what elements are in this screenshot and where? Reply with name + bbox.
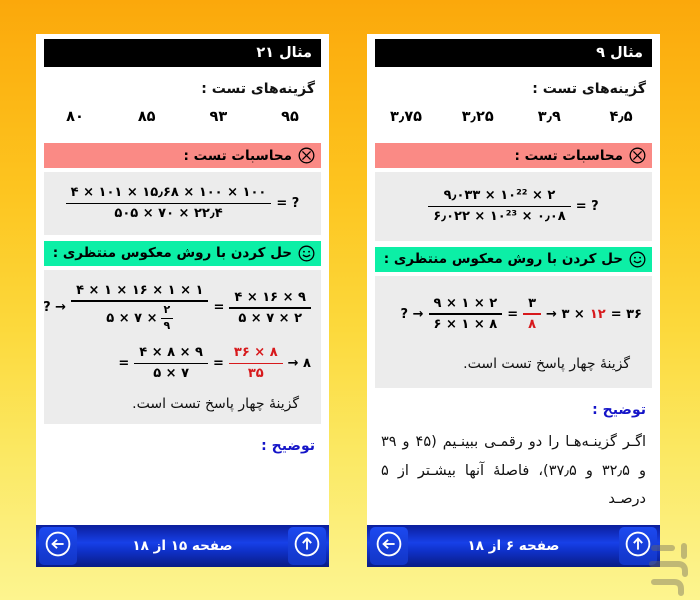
solution-section-header <box>375 247 652 272</box>
up-button[interactable] <box>288 527 326 565</box>
calc-numerator: ۹٫۰۳۳ × ۱۰²² × ۲ <box>443 188 556 203</box>
panel-title-bar <box>44 39 321 67</box>
fraction-numerator: ۳۶ × ۸ <box>233 345 278 361</box>
nested-fraction <box>161 303 174 334</box>
solution-lead-arrow: ? → <box>43 300 67 316</box>
solution-fraction-left <box>429 294 503 335</box>
up-button[interactable] <box>619 527 657 565</box>
denominator-prefix: ۵ × ۷ × <box>106 310 158 326</box>
calc-numerator: ۴ × ۱۰۱ × ۱۵٫۶۸ × ۱۰۰ × ۱۰۰ <box>70 185 267 200</box>
calc-expression <box>54 179 311 228</box>
solution-expression-box <box>375 276 652 389</box>
fraction-numerator: ۴ × ۱۶ × ۹ <box>234 289 306 305</box>
smiley-icon <box>298 245 315 262</box>
tail-highlight: ۱۲ <box>589 306 606 322</box>
example-panel-right <box>367 34 660 567</box>
tail-prefix: → ۳ × <box>546 306 585 322</box>
circle-x-icon <box>629 147 646 164</box>
equals-sign: = <box>213 300 225 316</box>
options-row <box>36 97 329 137</box>
explain-body: اگـر گزینـه‌هـا را دو رقمـی ببینـیم (۴۵ و ۳۹ و ۳۲٫۵ و ۳۷٫۵)، فاصلهٔ آنها بیشـتر از ۵ درصـد <box>381 434 646 507</box>
options-row <box>367 97 660 137</box>
page-indicator: صفحه ۱۵ از ۱۸ <box>132 538 233 554</box>
calc-section-label: محاسبات تست : <box>183 147 292 164</box>
solution-answer: گزینهٔ چهار پاسخ تست است. <box>463 356 630 373</box>
smiley-icon <box>629 251 646 268</box>
fraction-denominator: ۵ × ۷ <box>153 366 190 382</box>
arrow-left-circle-icon <box>44 530 72 562</box>
page-indicator: صفحه ۶ از ۱۸ <box>467 538 560 554</box>
tail-suffix: = ۳۶ <box>610 306 642 322</box>
option-item[interactable]: ۹۵ <box>281 109 299 125</box>
arrow-up-circle-icon <box>293 530 321 562</box>
options-label: گزینه‌های تست : <box>201 81 315 97</box>
solution-section-label: حل کردن با روش معکوس منتظری : <box>383 251 623 268</box>
explain-body <box>36 454 329 464</box>
calc-expression <box>385 182 642 231</box>
back-button[interactable] <box>39 527 77 565</box>
panel-title-bar <box>375 39 652 67</box>
calc-expression-box <box>375 172 652 241</box>
solution-fraction-left <box>71 281 208 335</box>
solution-section-header <box>44 241 321 266</box>
example-panel-left <box>36 34 329 567</box>
calc-denominator: ۵۰۵ × ۷۰ × ۲۲٫۴ <box>114 206 223 222</box>
options-label: گزینه‌های تست : <box>532 81 646 97</box>
bottom-navbar <box>36 525 329 567</box>
explain-label: توضیح : <box>592 402 646 419</box>
option-item[interactable]: ۳٫۹ <box>537 109 561 125</box>
fraction-denominator: ۵ × ۷ × ۲ <box>238 310 303 326</box>
solution-fraction-right <box>523 294 541 335</box>
option-item[interactable]: ۴٫۵ <box>609 109 633 125</box>
calc-expression-box <box>44 172 321 235</box>
calc-equals: = ? <box>276 195 300 211</box>
fraction-numerator: ۹ × ۱ × ۲ <box>433 295 498 311</box>
option-item[interactable]: ۸۰ <box>66 109 84 125</box>
calc-denominator: ۶٫۰۲۲ × ۱۰²³ × ۰٫۰۸ <box>433 209 566 225</box>
result-arrow: → ۸ <box>287 355 311 371</box>
solution-line-2 <box>54 339 311 388</box>
fraction-numerator: ۳ <box>528 295 537 311</box>
calc-fraction <box>66 183 272 224</box>
arrow-up-circle-icon <box>624 530 652 562</box>
option-item[interactable]: ۳٫۷۵ <box>390 109 423 125</box>
fraction-denominator <box>101 302 178 335</box>
solution-fraction-right <box>229 288 311 329</box>
nested-denominator: ۹ <box>163 319 171 333</box>
fraction-denominator: ۳۵ <box>247 366 264 382</box>
option-item[interactable]: ۸۵ <box>137 109 156 125</box>
bottom-navbar <box>367 525 660 567</box>
calc-section-header <box>375 143 652 168</box>
calc-section-label: محاسبات تست : <box>514 147 623 164</box>
calc-section-header <box>44 143 321 168</box>
back-button[interactable] <box>370 527 408 565</box>
solution-fraction-plain <box>134 343 208 384</box>
equals-sign: = <box>212 355 224 371</box>
panel-title: مثال ۲۱ <box>256 45 312 61</box>
solution-line-1 <box>43 277 311 339</box>
calc-equals: = ? <box>575 198 599 214</box>
panel-title: مثال ۹ <box>596 45 643 61</box>
solution-lead-equals: = <box>118 355 130 371</box>
fraction-numerator: ۴ × ۱ × ۱۶ × ۱ × ۱ <box>76 282 204 298</box>
solution-lead-arrow: ? → <box>400 306 424 322</box>
solution-expression-box <box>44 270 321 424</box>
calc-fraction <box>428 186 570 227</box>
solution-section-label: حل کردن با روش معکوس منتظری : <box>52 245 292 262</box>
equals-sign: = <box>507 306 519 322</box>
solution-fraction-red <box>229 343 283 384</box>
arrow-left-circle-icon <box>375 530 403 562</box>
solution-line-1 <box>385 290 642 339</box>
fraction-numerator: ۴ × ۸ × ۹ <box>139 345 203 361</box>
fraction-denominator: ۶ × ۱ × ۸ <box>433 316 498 332</box>
solution-answer: گزینهٔ چهار پاسخ تست است. <box>132 395 299 412</box>
fraction-denominator: ۸ <box>528 316 537 332</box>
explain-label: توضیح : <box>261 437 315 454</box>
nested-numerator: ۲ <box>163 302 171 316</box>
option-item[interactable]: ۳٫۲۵ <box>461 109 494 125</box>
option-item[interactable]: ۹۳ <box>209 109 228 125</box>
circle-x-icon <box>298 147 315 164</box>
